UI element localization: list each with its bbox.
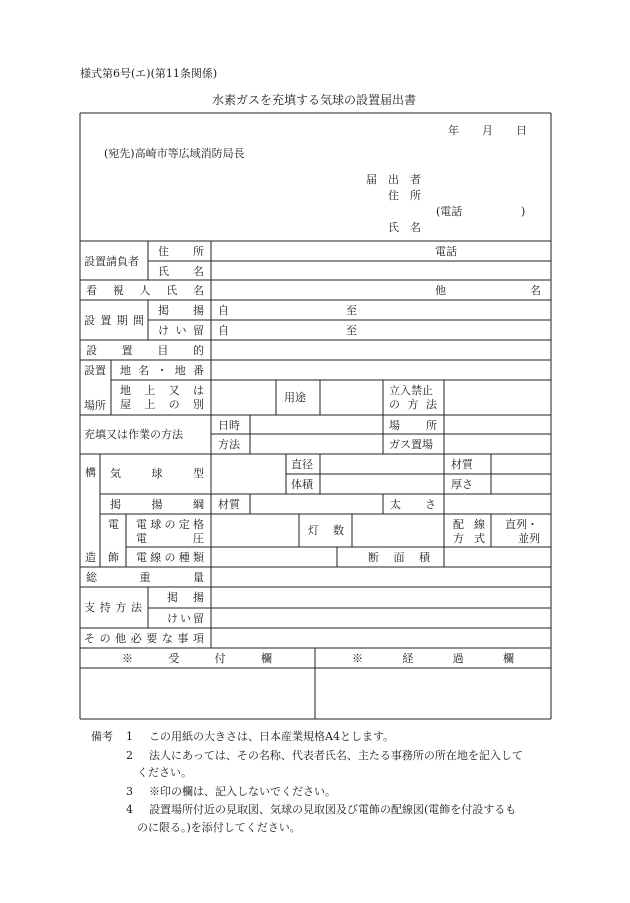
note-1-num: 1 xyxy=(126,730,133,743)
filling-method-label: 方法 xyxy=(218,438,240,451)
notifier-phone-open: (電話 xyxy=(436,205,463,218)
note-3-text: ※印の欄は、記入しないでください。 xyxy=(149,785,336,798)
material-label: 材質 xyxy=(451,458,473,471)
location-label-bottom: 場所 xyxy=(84,399,106,412)
contractor-label: 設置請負者 xyxy=(84,255,139,268)
filling-label: 充填又は作業の方法 xyxy=(84,428,183,441)
period-mooring-to: 至 xyxy=(346,324,357,337)
bulb-rating-label-1: 電球の定格 xyxy=(136,518,204,531)
period-display-label: 掲揚 xyxy=(158,304,204,317)
contractor-name-label: 氏名 xyxy=(158,265,204,278)
ground-roof-label-1: 地上又は xyxy=(120,384,204,397)
notifier-address-label: 住 所 xyxy=(388,189,421,202)
period-display-from: 自 xyxy=(218,304,229,317)
rope-label: 掲揚綱 xyxy=(110,498,204,511)
gas-storage-label: ガス置場 xyxy=(389,438,433,451)
thickness-label: 厚さ xyxy=(451,478,473,491)
lamps-label: 灯数 xyxy=(308,524,344,537)
period-mooring-label: けい留 xyxy=(158,324,204,337)
support-display-label: 掲揚 xyxy=(167,591,204,604)
page-title: 水素ガスを充填する気球の設置届出書 xyxy=(212,93,417,107)
period-label: 設置期間 xyxy=(84,314,144,327)
notifier-label: 届 出 者 xyxy=(366,173,421,186)
location-lot-label: 地名・地番 xyxy=(120,364,204,377)
notes-heading: 備考 xyxy=(91,730,113,743)
filling-place-label: 場所 xyxy=(389,419,437,432)
notifier-name-label: 氏 名 xyxy=(388,221,421,234)
watcher-label: 看視人氏名 xyxy=(86,284,204,297)
decoration-label-1: 電 xyxy=(108,518,119,531)
filling-datetime-label: 日時 xyxy=(218,419,240,432)
notifier-phone-close: ) xyxy=(521,205,526,218)
form-number: 様式第6号(エ)(第11条関係) xyxy=(80,67,218,80)
contractor-phone-label: 電話 xyxy=(435,245,457,258)
wire-type-label: 電線の種類 xyxy=(136,551,204,564)
date-year: 年 xyxy=(448,124,459,137)
date-day: 日 xyxy=(516,124,527,137)
period-display-to: 至 xyxy=(346,304,357,317)
decoration-label-2: 飾 xyxy=(108,551,119,564)
restrict-label-1: 立入禁止 xyxy=(389,384,433,397)
wiring-label-2: 方式 xyxy=(453,532,485,545)
bulb-rating-label-2: 電圧 xyxy=(136,532,204,545)
note-4-text: 設置場所付近の見取図、気球の見取図及び電飾の配線図(電飾を付設するも xyxy=(149,803,517,816)
support-label: 支持方法 xyxy=(84,601,142,614)
period-mooring-from: 自 xyxy=(218,324,229,337)
balloon-type-label: 気球型 xyxy=(110,467,204,480)
ground-roof-label-2: 屋上の別 xyxy=(120,398,204,411)
note-2-num: 2 xyxy=(126,749,133,762)
restrict-label-2: の方法 xyxy=(389,398,437,411)
progress-label: ※ 経 過 欄 xyxy=(352,652,514,665)
reception-label: ※ 受 付 欄 xyxy=(122,652,272,665)
note-2-text: 法人にあっては、その名称、代表者氏名、主たる事務所の所在地を記入して xyxy=(149,749,523,762)
note-3-num: 3 xyxy=(126,785,133,798)
contractor-address-label: 住所 xyxy=(158,245,204,258)
location-label-top: 設置 xyxy=(84,364,106,377)
rope-material-label: 材質 xyxy=(218,498,240,511)
cross-section-label: 断面積 xyxy=(368,551,430,564)
other-label: その他必要な事項 xyxy=(84,632,204,645)
diameter-label: 直径 xyxy=(291,458,313,471)
note-4-cont: のに限る。)を添付してください。 xyxy=(137,821,301,834)
use-label: 用途 xyxy=(284,391,306,404)
total-weight-label: 総重量 xyxy=(86,571,204,584)
support-mooring-label: けい留 xyxy=(167,612,204,625)
addressee: (宛先)高崎市等広域消防局長 xyxy=(104,147,245,160)
date-month: 月 xyxy=(482,124,493,137)
note-1-text: この用紙の大きさは、日本産業規格A4とします。 xyxy=(149,730,395,743)
structure-label-top: 構 xyxy=(85,466,96,479)
note-4-num: 4 xyxy=(126,803,133,816)
series-label-2: 並列 xyxy=(518,532,540,545)
watcher-others: 他 xyxy=(435,284,446,297)
watcher-count-unit: 名 xyxy=(530,284,541,297)
series-label-1: 直列・ xyxy=(505,518,538,531)
note-2-cont: ください。 xyxy=(137,766,192,779)
rope-size-label: 太さ xyxy=(390,498,436,511)
volume-label: 体積 xyxy=(291,478,313,491)
wiring-label-1: 配線 xyxy=(453,518,485,531)
structure-label-bottom: 造 xyxy=(85,551,96,564)
purpose-label: 設置目的 xyxy=(86,344,204,357)
